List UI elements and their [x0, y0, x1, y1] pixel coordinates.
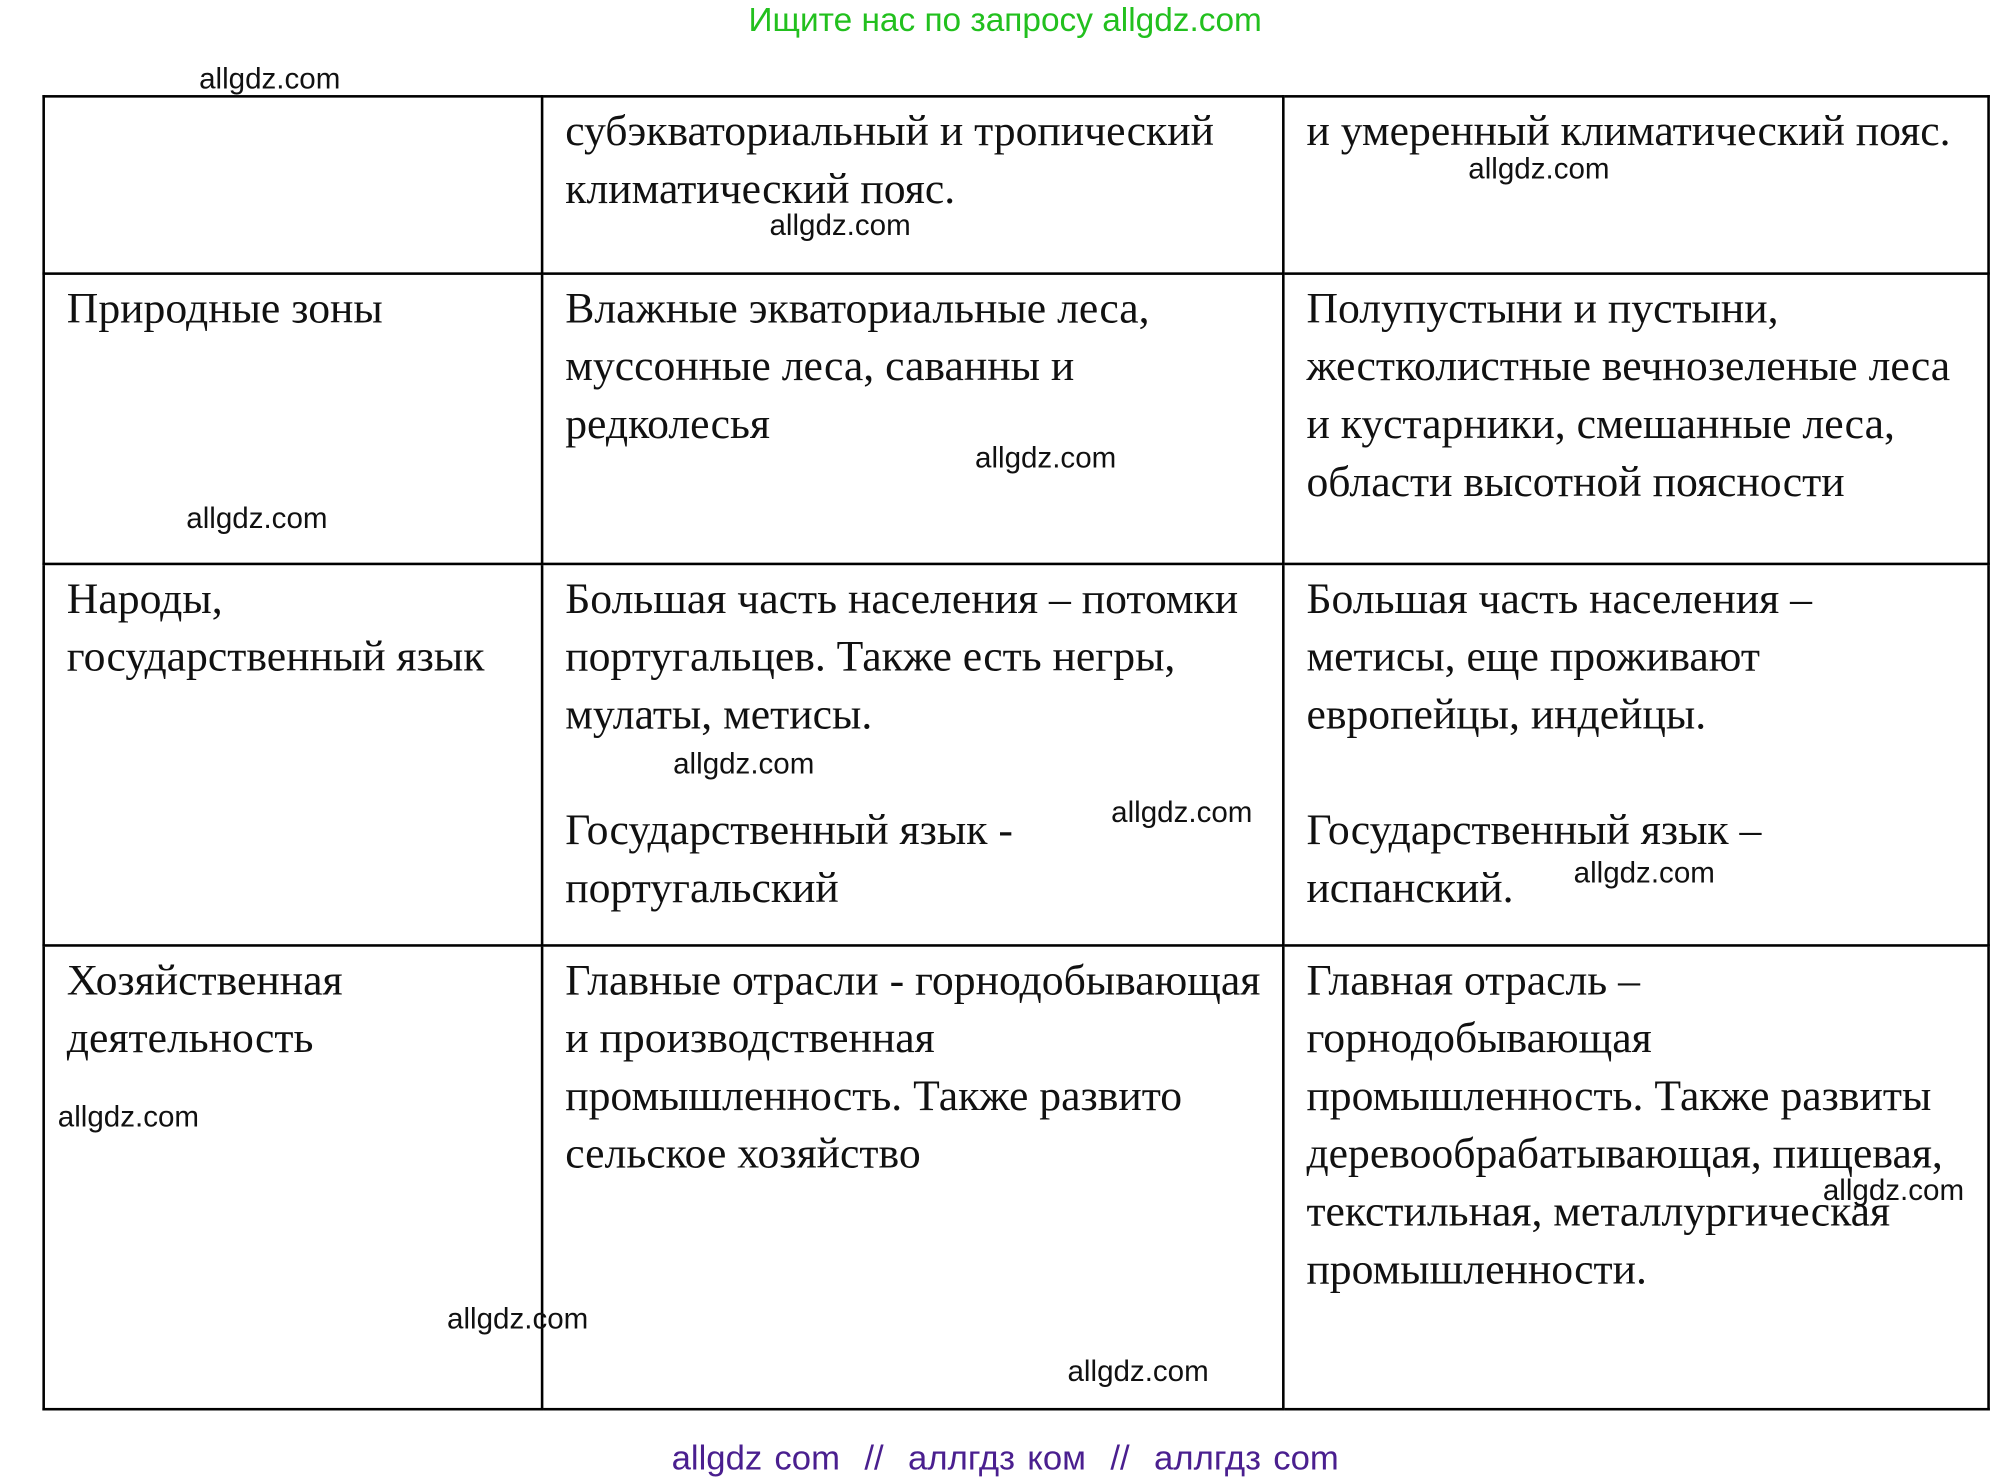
- table-cell: и умеренный климатический пояс.: [1283, 96, 1988, 273]
- table-row: [44, 96, 1989, 273]
- table-cell: Влажные экваториальные леса, муссонные леса, саванны и редколесья: [542, 274, 1283, 564]
- table-cell: Природные зоны: [44, 274, 542, 564]
- watermark: allgdz.com: [673, 746, 815, 780]
- watermark: allgdz.com: [447, 1301, 589, 1335]
- watermark: allgdz.com: [57, 1099, 200, 1134]
- cell-text: Государственный язык – испанский.: [1306, 806, 1762, 913]
- table-row: [44, 945, 1989, 1409]
- table-cell: Главная отрасль – горнодобывающая промышленность. Также развиты деревообрабатывающая, пищевая, текстильная, металлургическая промышленности.: [1283, 945, 1988, 1409]
- table-cell: Главные отрасли - горнодобывающая и производственная промышленность. Также развито сельское хозяйство: [542, 945, 1283, 1409]
- watermark: allgdz.com: [186, 500, 328, 535]
- table-cell: [542, 564, 1283, 946]
- watermark: allgdz.com: [1468, 151, 1610, 185]
- watermark: allgdz.com: [1067, 1353, 1209, 1388]
- watermark: allgdz.com: [769, 208, 911, 242]
- cell-text: Государственный язык - португальский: [565, 806, 1013, 913]
- watermark: allgdz.com: [1573, 855, 1715, 889]
- table-cell: Хозяйственная деятельность: [44, 945, 542, 1409]
- watermark: allgdz.com: [1111, 795, 1253, 829]
- search-banner: Ищите нас по запросу allgdz.com: [748, 0, 1262, 39]
- watermark: allgdz.com: [1822, 1172, 1965, 1207]
- table-cell: Полупустыни и пустыни, жестколистные вечнозеленые леса и кустарники, смешанные леса, области высотной поясности: [1283, 274, 1988, 564]
- table-cell: [44, 96, 542, 273]
- cell-text: Большая часть населения – потомки португальцев. Также есть негры, мулаты, метисы.: [565, 575, 1239, 739]
- cell-text: Большая часть населения – метисы, еще проживают европейцы, индейцы.: [1306, 575, 1813, 739]
- footer-links: allgdz com // аллгдз ком // аллгдз com: [671, 1438, 1339, 1478]
- watermark: allgdz.com: [975, 440, 1117, 475]
- table-row: [44, 274, 1989, 564]
- watermark: allgdz.com: [199, 61, 341, 96]
- comparison-table: [42, 95, 1989, 1410]
- table-cell: Народы, государственный язык: [44, 564, 542, 946]
- table-cell: субэкваториальный и тропический климатический пояс.: [542, 96, 1283, 273]
